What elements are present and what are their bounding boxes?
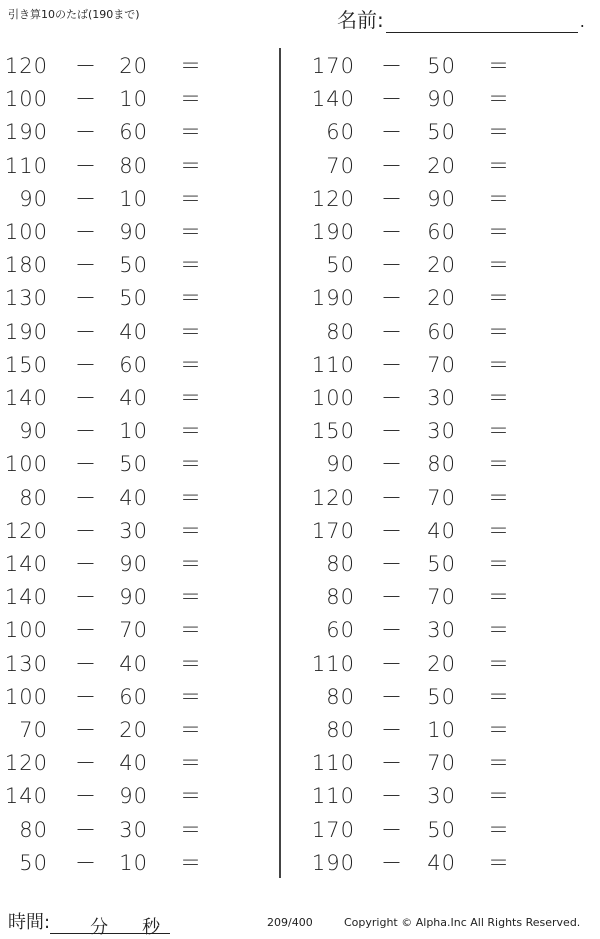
subtrahend: 60 [427, 220, 456, 244]
equals-sign: ＝ [180, 186, 202, 211]
subtrahend: 10 [119, 87, 148, 112]
minus-sign: － [75, 220, 97, 244]
problem-row [0, 515, 600, 548]
minuend: 100 [4, 618, 48, 643]
minus-sign: － [381, 618, 403, 643]
subtrahend: 10 [119, 186, 148, 211]
subtrahend: 60 [119, 352, 148, 377]
equals-sign: ＝ [488, 220, 510, 244]
minus-sign: － [75, 153, 97, 178]
subtrahend: 10 [119, 850, 148, 875]
equals-sign: ＝ [180, 817, 202, 842]
equals-sign: ＝ [488, 87, 510, 112]
subtrahend: 20 [427, 153, 456, 178]
equals-sign: ＝ [488, 286, 510, 311]
subtrahend: 10 [427, 718, 456, 742]
minuend: 100 [4, 220, 48, 244]
problem-row [0, 183, 600, 216]
equals-sign: ＝ [180, 552, 202, 576]
subtrahend: 60 [427, 319, 456, 344]
minus-sign: － [75, 352, 97, 377]
minus-sign: － [381, 751, 403, 776]
equals-sign: ＝ [180, 518, 202, 543]
equals-sign: ＝ [180, 651, 202, 676]
minus-sign: － [75, 651, 97, 676]
minus-sign: － [75, 54, 97, 78]
minus-sign: － [75, 751, 97, 776]
equals-sign: ＝ [488, 54, 510, 78]
minuend: 190 [4, 120, 48, 145]
problem-row [0, 415, 600, 448]
minuend: 100 [4, 684, 48, 709]
minutes-label: 分 [90, 917, 109, 938]
subtrahend: 90 [119, 220, 148, 244]
minuend: 170 [311, 817, 355, 842]
minuend: 120 [4, 751, 48, 776]
equals-sign: ＝ [180, 419, 202, 444]
minus-sign: － [75, 419, 97, 444]
equals-sign: ＝ [488, 319, 510, 344]
equals-sign: ＝ [488, 253, 510, 278]
minuend: 140 [4, 386, 48, 410]
subtrahend: 40 [119, 751, 148, 776]
equals-sign: ＝ [488, 419, 510, 444]
subtrahend: 30 [119, 518, 148, 543]
minuend: 120 [4, 518, 48, 543]
minuend: 100 [4, 452, 48, 477]
problem-row [0, 780, 600, 813]
worksheet-title: 引き算10のたば(190まで) [8, 8, 140, 21]
subtrahend: 90 [119, 784, 148, 809]
minus-sign: － [75, 850, 97, 875]
minus-sign: － [381, 253, 403, 278]
minuend: 80 [19, 485, 48, 510]
subtrahend: 50 [119, 452, 148, 477]
minus-sign: － [75, 452, 97, 477]
problem-row [0, 847, 600, 880]
problem-row [0, 648, 600, 681]
minus-sign: － [75, 718, 97, 742]
equals-sign: ＝ [180, 220, 202, 244]
minus-sign: － [381, 186, 403, 211]
page-number: 209/400 [267, 916, 313, 929]
minuend: 120 [311, 186, 355, 211]
subtrahend: 70 [427, 585, 456, 610]
equals-sign: ＝ [180, 153, 202, 178]
problem-row [0, 614, 600, 647]
minuend: 120 [311, 485, 355, 510]
minuend: 110 [311, 651, 355, 676]
problem-row [0, 316, 600, 349]
subtrahend: 50 [427, 54, 456, 78]
name-end-dot: . [579, 12, 585, 31]
minuend: 140 [311, 87, 355, 112]
minus-sign: － [381, 386, 403, 410]
minus-sign: － [381, 718, 403, 742]
subtrahend: 50 [119, 253, 148, 278]
name-field [337, 4, 585, 33]
equals-sign: ＝ [488, 153, 510, 178]
problem-row [0, 349, 600, 382]
equals-sign: ＝ [180, 718, 202, 742]
problem-row [0, 814, 600, 847]
minus-sign: － [75, 518, 97, 543]
name-label: 名前: [337, 8, 384, 32]
subtrahend: 30 [427, 784, 456, 809]
equals-sign: ＝ [488, 817, 510, 842]
minuend: 110 [311, 352, 355, 377]
minus-sign: － [381, 153, 403, 178]
equals-sign: ＝ [180, 352, 202, 377]
minuend: 130 [4, 651, 48, 676]
problem-row [0, 50, 600, 83]
minus-sign: － [381, 419, 403, 444]
minuend: 80 [326, 585, 355, 610]
minus-sign: － [75, 784, 97, 809]
subtrahend: 40 [119, 319, 148, 344]
minus-sign: － [381, 352, 403, 377]
minuend: 100 [311, 386, 355, 410]
subtrahend: 70 [427, 352, 456, 377]
problem-row [0, 482, 600, 515]
equals-sign: ＝ [180, 684, 202, 709]
minus-sign: － [381, 518, 403, 543]
time-label: 時間: [8, 912, 51, 933]
copyright-notice: Copyright © Alpha.Inc All Rights Reserved. [344, 916, 581, 929]
minuend: 90 [19, 419, 48, 444]
subtrahend: 40 [119, 386, 148, 410]
minuend: 190 [4, 319, 48, 344]
minuend: 140 [4, 784, 48, 809]
minuend: 60 [326, 120, 355, 145]
subtrahend: 50 [427, 684, 456, 709]
subtrahend: 50 [119, 286, 148, 311]
problem-row [0, 150, 600, 183]
equals-sign: ＝ [180, 319, 202, 344]
problem-row [0, 714, 600, 747]
seconds-label: 秒 [142, 917, 161, 938]
subtrahend: 70 [427, 751, 456, 776]
equals-sign: ＝ [180, 87, 202, 112]
equals-sign: ＝ [488, 784, 510, 809]
minus-sign: － [75, 585, 97, 610]
problem-row [0, 83, 600, 116]
problem-row [0, 548, 600, 581]
minus-sign: － [381, 319, 403, 344]
subtrahend: 70 [119, 618, 148, 643]
minuend: 80 [326, 552, 355, 576]
subtrahend: 10 [119, 419, 148, 444]
minuend: 190 [311, 286, 355, 311]
subtrahend: 30 [427, 386, 456, 410]
subtrahend: 20 [427, 253, 456, 278]
minus-sign: － [381, 817, 403, 842]
equals-sign: ＝ [180, 386, 202, 410]
minuend: 70 [326, 153, 355, 178]
equals-sign: ＝ [488, 751, 510, 776]
problem-row [0, 382, 600, 415]
minuend: 90 [326, 452, 355, 477]
problem-row [0, 216, 600, 249]
minus-sign: － [381, 452, 403, 477]
equals-sign: ＝ [488, 684, 510, 709]
minus-sign: － [75, 253, 97, 278]
minuend: 100 [4, 87, 48, 112]
minuend: 80 [326, 684, 355, 709]
minus-sign: － [75, 618, 97, 643]
minuend: 120 [4, 54, 48, 78]
equals-sign: ＝ [180, 784, 202, 809]
minus-sign: － [75, 552, 97, 576]
equals-sign: ＝ [488, 850, 510, 875]
minus-sign: － [381, 54, 403, 78]
equals-sign: ＝ [488, 585, 510, 610]
equals-sign: ＝ [180, 54, 202, 78]
minus-sign: － [75, 485, 97, 510]
subtrahend: 20 [119, 54, 148, 78]
subtrahend: 30 [427, 618, 456, 643]
subtrahend: 50 [427, 120, 456, 145]
equals-sign: ＝ [180, 286, 202, 311]
equals-sign: ＝ [488, 352, 510, 377]
minus-sign: － [75, 386, 97, 410]
problem-row [0, 116, 600, 149]
subtrahend: 90 [427, 186, 456, 211]
minus-sign: － [381, 552, 403, 576]
minuend: 190 [311, 220, 355, 244]
minuend: 140 [4, 552, 48, 576]
minus-sign: － [381, 485, 403, 510]
problem-row [0, 448, 600, 481]
minus-sign: － [381, 220, 403, 244]
equals-sign: ＝ [488, 186, 510, 211]
subtrahend: 30 [119, 817, 148, 842]
minuend: 50 [326, 253, 355, 278]
subtrahend: 40 [119, 651, 148, 676]
subtrahend: 80 [119, 153, 148, 178]
problem-row [0, 249, 600, 282]
subtrahend: 40 [427, 850, 456, 875]
minus-sign: － [381, 120, 403, 145]
subtrahend: 50 [427, 552, 456, 576]
minuend: 140 [4, 585, 48, 610]
minuend: 130 [4, 286, 48, 311]
minuend: 170 [311, 518, 355, 543]
minuend: 110 [4, 153, 48, 178]
equals-sign: ＝ [180, 253, 202, 278]
problem-row [0, 282, 600, 315]
equals-sign: ＝ [488, 518, 510, 543]
equals-sign: ＝ [488, 651, 510, 676]
problem-row [0, 747, 600, 780]
minus-sign: － [381, 651, 403, 676]
minuend: 70 [19, 718, 48, 742]
time-field [8, 908, 170, 938]
minus-sign: － [381, 585, 403, 610]
minuend: 60 [326, 618, 355, 643]
minus-sign: － [75, 120, 97, 145]
minus-sign: － [75, 87, 97, 112]
subtrahend: 70 [427, 485, 456, 510]
subtrahend: 60 [119, 120, 148, 145]
minuend: 110 [311, 784, 355, 809]
minuend: 180 [4, 253, 48, 278]
subtrahend: 60 [119, 684, 148, 709]
equals-sign: ＝ [488, 618, 510, 643]
minuend: 110 [311, 751, 355, 776]
subtrahend: 20 [427, 286, 456, 311]
minus-sign: － [381, 850, 403, 875]
equals-sign: ＝ [180, 850, 202, 875]
subtrahend: 20 [119, 718, 148, 742]
minuend: 90 [19, 186, 48, 211]
name-blank-line[interactable] [386, 14, 578, 33]
equals-sign: ＝ [488, 552, 510, 576]
minus-sign: － [381, 784, 403, 809]
problem-row [0, 581, 600, 614]
subtrahend: 40 [119, 485, 148, 510]
subtrahend: 40 [427, 518, 456, 543]
minus-sign: － [75, 319, 97, 344]
problem-row [0, 681, 600, 714]
subtrahend: 90 [119, 585, 148, 610]
minus-sign: － [381, 684, 403, 709]
minuend: 80 [19, 817, 48, 842]
subtrahend: 30 [427, 419, 456, 444]
minuend: 50 [19, 850, 48, 875]
minuend: 150 [311, 419, 355, 444]
minuend: 80 [326, 718, 355, 742]
minus-sign: － [381, 87, 403, 112]
equals-sign: ＝ [488, 485, 510, 510]
equals-sign: ＝ [180, 452, 202, 477]
equals-sign: ＝ [180, 618, 202, 643]
minus-sign: － [381, 286, 403, 311]
minus-sign: － [75, 186, 97, 211]
minus-sign: － [75, 684, 97, 709]
minus-sign: － [75, 286, 97, 311]
subtrahend: 50 [427, 817, 456, 842]
subtrahend: 80 [427, 452, 456, 477]
equals-sign: ＝ [180, 120, 202, 145]
equals-sign: ＝ [180, 751, 202, 776]
minuend: 170 [311, 54, 355, 78]
equals-sign: ＝ [488, 718, 510, 742]
equals-sign: ＝ [488, 452, 510, 477]
subtrahend: 90 [119, 552, 148, 576]
equals-sign: ＝ [488, 120, 510, 145]
minuend: 190 [311, 850, 355, 875]
equals-sign: ＝ [488, 386, 510, 410]
time-blank-line[interactable] [50, 913, 170, 938]
minuend: 80 [326, 319, 355, 344]
minuend: 150 [4, 352, 48, 377]
equals-sign: ＝ [180, 485, 202, 510]
equals-sign: ＝ [180, 585, 202, 610]
subtrahend: 20 [427, 651, 456, 676]
subtrahend: 90 [427, 87, 456, 112]
minus-sign: － [75, 817, 97, 842]
